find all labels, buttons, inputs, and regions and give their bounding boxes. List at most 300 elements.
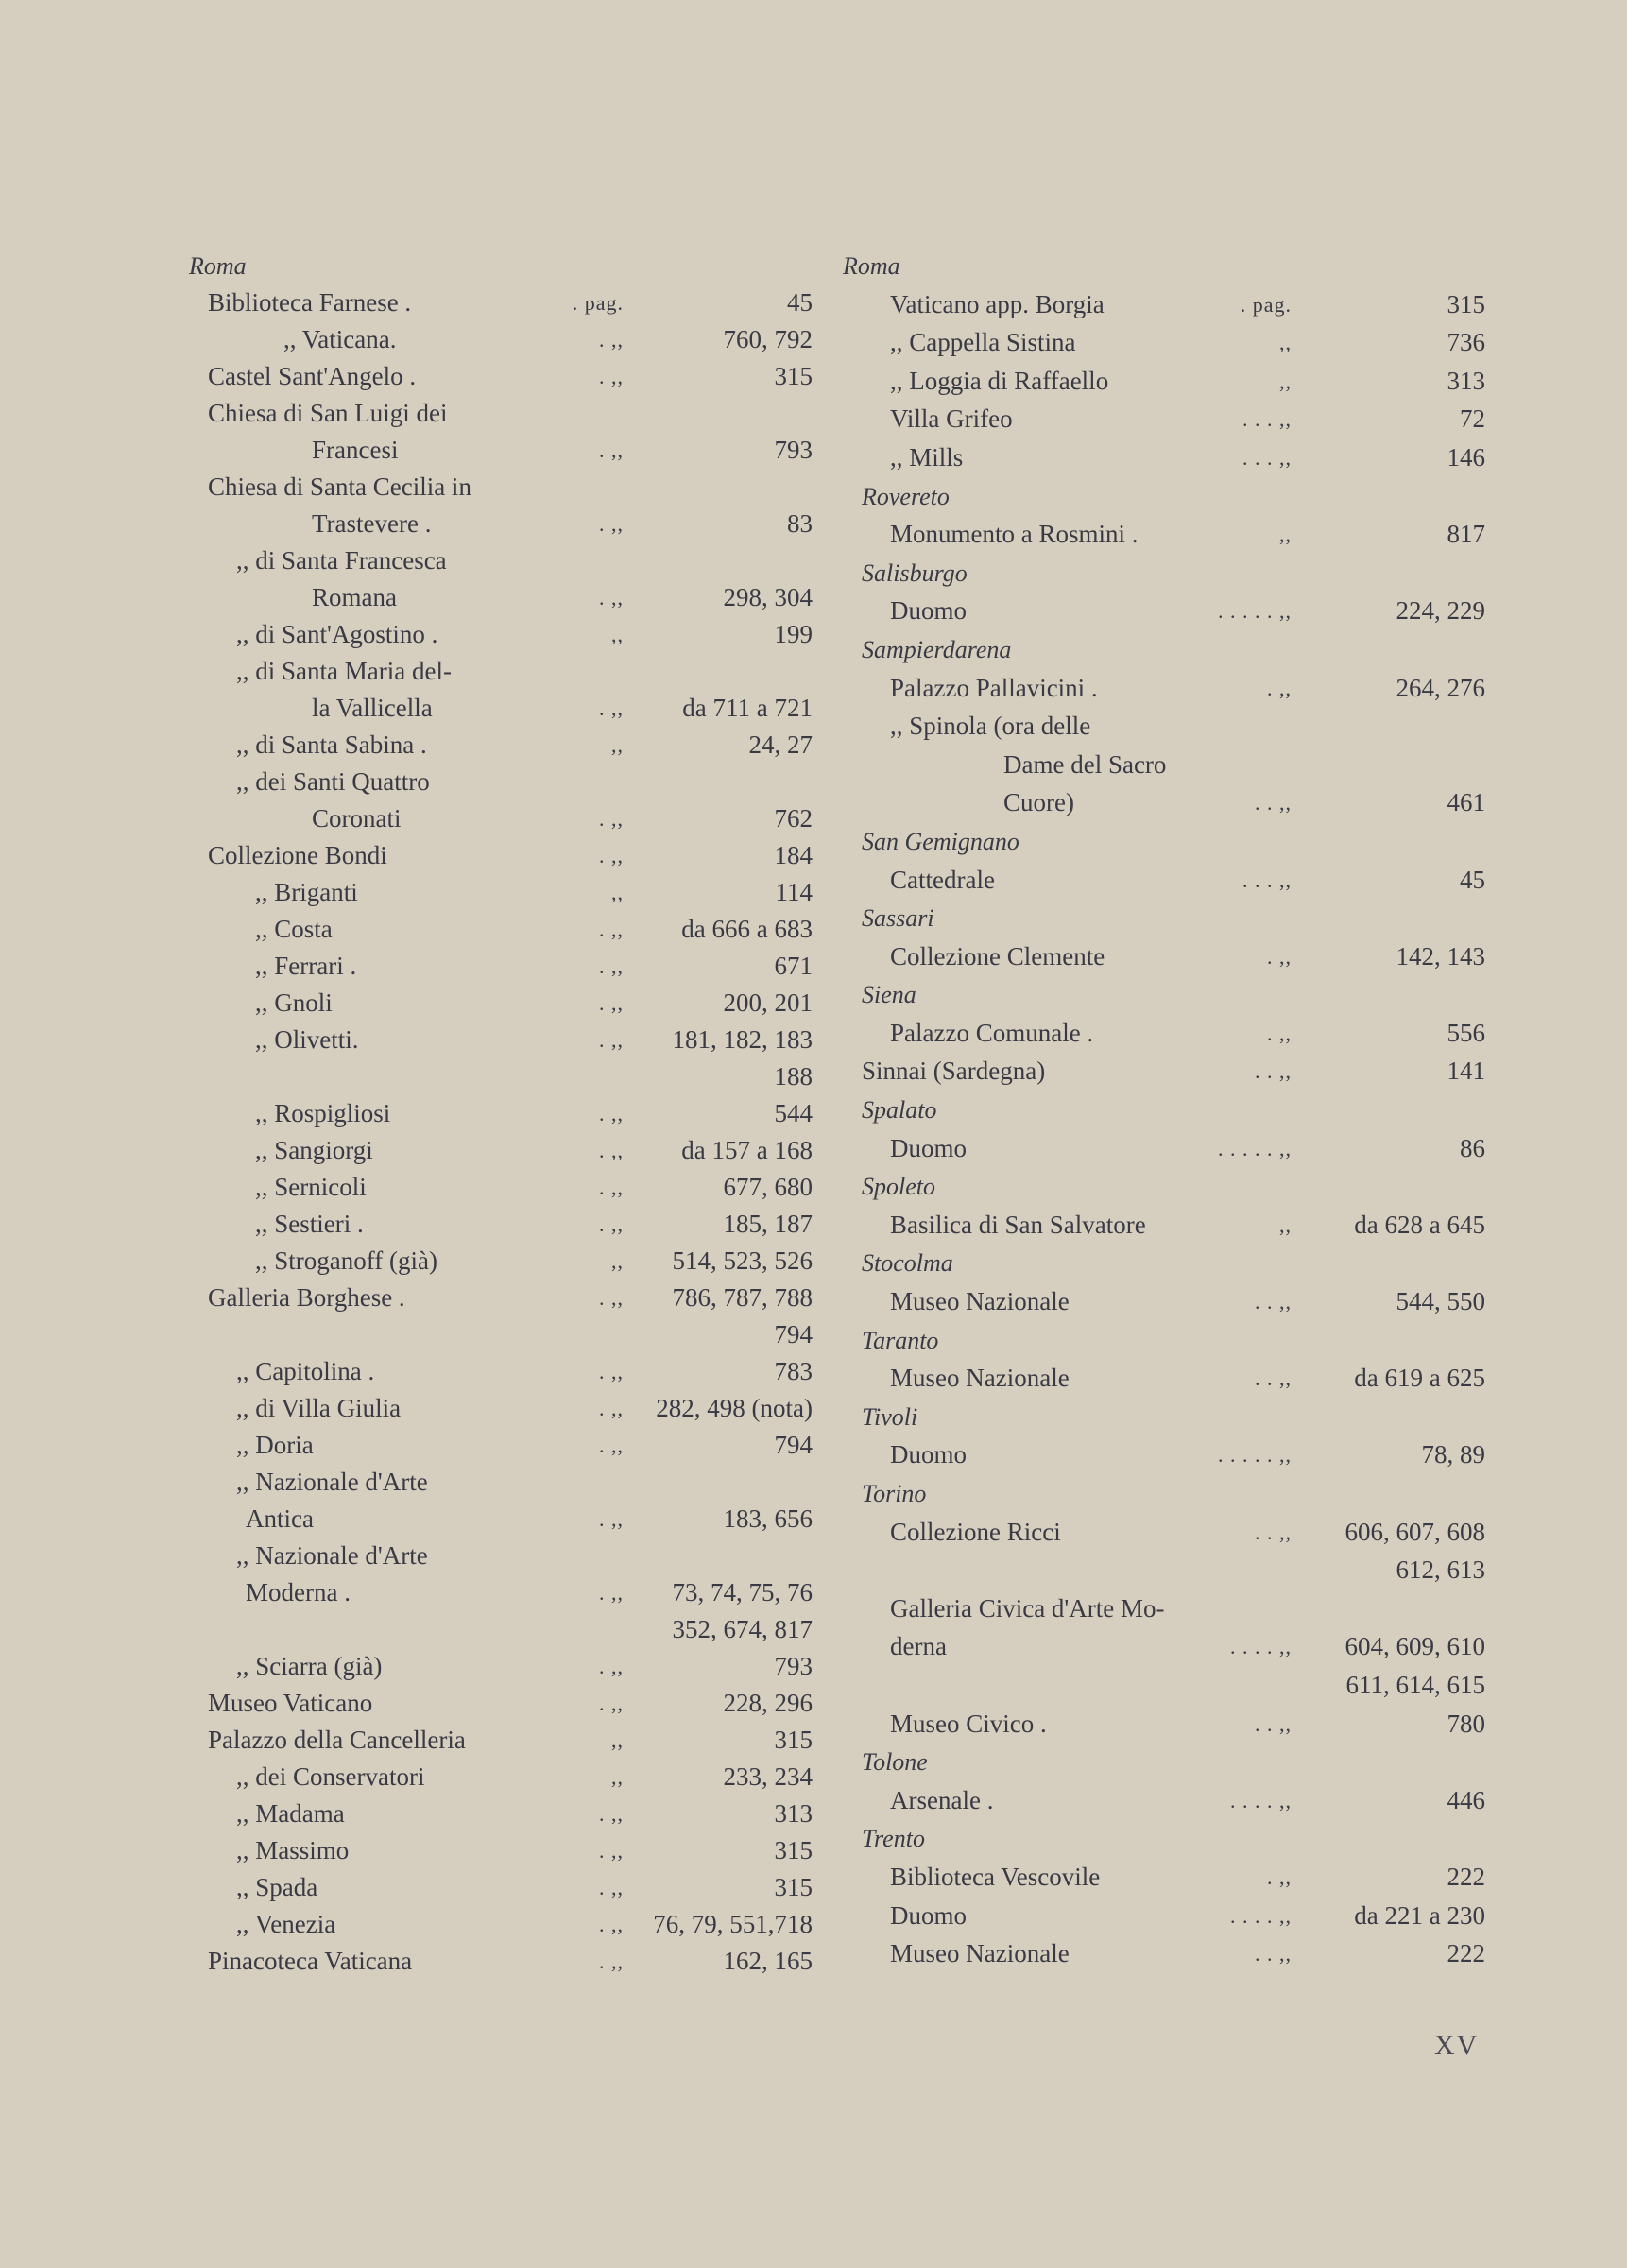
page-reference: 73, 74, 75, 76 xyxy=(672,1578,813,1606)
page-reference: 78, 89 xyxy=(1421,1440,1485,1469)
city-heading xyxy=(862,1091,1485,1130)
page-marker: . ,, xyxy=(599,844,624,868)
city-name: Stocolma xyxy=(862,1249,953,1278)
page-marker: . ,, xyxy=(599,1876,624,1899)
page-marker: ,, xyxy=(1279,523,1292,547)
index-entry xyxy=(862,1283,1485,1322)
entry-label: Francesi xyxy=(312,436,399,464)
index-entry xyxy=(862,516,1485,555)
page-reference: 760, 792 xyxy=(723,325,813,353)
page-marker: . ,, xyxy=(599,1028,624,1052)
index-entry xyxy=(862,938,1485,977)
index-entry xyxy=(208,653,813,690)
index-entry xyxy=(208,432,813,469)
index-entry xyxy=(862,324,1485,363)
index-entry xyxy=(208,284,813,321)
page-reference: 72 xyxy=(1460,404,1485,434)
city-heading xyxy=(862,976,1485,1015)
index-entry xyxy=(208,1906,813,1943)
index-entry xyxy=(208,1316,813,1353)
entry-label: Sinnai (Sardegna) xyxy=(862,1057,1046,1086)
page-reference: 315 xyxy=(774,1836,813,1864)
page-marker: . . ,, xyxy=(1255,1059,1292,1084)
page-marker: ,, xyxy=(611,1765,624,1789)
entry-label: Museo Nazionale xyxy=(890,1939,1070,1968)
page-reference: 184 xyxy=(774,841,813,869)
index-entry xyxy=(208,1206,813,1243)
page-reference: 315 xyxy=(1447,289,1485,318)
index-entry xyxy=(862,862,1485,901)
entry-label: ,, Venezia xyxy=(236,1910,336,1938)
index-entry xyxy=(208,690,813,727)
entry-label: ,, Doria xyxy=(236,1431,314,1459)
page-marker: ,, xyxy=(1279,331,1292,355)
page-reference: 793 xyxy=(774,436,813,464)
page-reference: 313 xyxy=(774,1799,813,1828)
index-entry xyxy=(862,1015,1485,1054)
page-marker: . ,, xyxy=(599,954,624,978)
page-reference: 222 xyxy=(1447,1939,1485,1968)
city-name: Roma xyxy=(189,252,247,280)
page-reference: da 619 a 625 xyxy=(1354,1364,1485,1393)
entry-label: ,, Stroganoff (già) xyxy=(255,1246,437,1275)
page-reference: 794 xyxy=(774,1320,813,1349)
city-name: Rovereto xyxy=(862,482,950,510)
index-entry xyxy=(208,874,813,911)
page-marker: . ,, xyxy=(599,365,624,388)
city-heading xyxy=(843,248,1485,286)
index-entry xyxy=(862,708,1485,747)
index-entry xyxy=(208,1243,813,1280)
entry-label: ,, Nazionale d'Arte xyxy=(236,1541,428,1570)
page-marker: . . ,, xyxy=(1255,791,1292,816)
page-marker: ,, xyxy=(611,881,624,904)
page-marker: ,, xyxy=(611,1728,624,1752)
index-entry xyxy=(208,985,813,1022)
page-marker: . . ,, xyxy=(1255,1366,1292,1391)
page-reference: 315 xyxy=(774,362,813,390)
entry-label: Galleria Civica d'Arte Mo- xyxy=(890,1593,1165,1623)
index-entry xyxy=(208,469,813,506)
page-reference: 264, 276 xyxy=(1396,673,1485,702)
entry-label: Villa Grifeo xyxy=(890,404,1013,434)
page-marker: . ,, xyxy=(599,1655,624,1678)
page-reference: 315 xyxy=(774,1726,813,1754)
page-reference: 183, 656 xyxy=(723,1504,813,1533)
entry-label: ,, dei Santi Quattro xyxy=(236,767,430,796)
page-reference: 222 xyxy=(1447,1862,1485,1891)
entry-label: ,, Gnoli xyxy=(255,988,333,1017)
entry-label: ,, Cappella Sistina xyxy=(890,328,1076,357)
page-reference: 446 xyxy=(1447,1785,1485,1814)
index-entry xyxy=(208,321,813,358)
index-entry xyxy=(208,764,813,800)
city-name: Spalato xyxy=(862,1096,937,1125)
entry-label: Museo Civico . xyxy=(890,1709,1047,1738)
entry-label: ,, Rospigliosi xyxy=(255,1099,391,1127)
page-number: XV xyxy=(1434,2030,1480,2061)
page-marker: . ,, xyxy=(599,1176,624,1199)
city-heading xyxy=(862,1744,1485,1782)
index-entry xyxy=(208,1464,813,1501)
index-entry xyxy=(862,1590,1485,1629)
page-marker: . . ,, xyxy=(1255,1711,1292,1736)
index-entry xyxy=(862,1667,1485,1706)
index-entry xyxy=(862,1360,1485,1399)
index-entry xyxy=(208,1648,813,1685)
index-entry xyxy=(862,1898,1485,1936)
page-reference: 786, 787, 788 xyxy=(672,1283,813,1312)
page-reference: 228, 296 xyxy=(723,1689,813,1717)
entry-label: ,, Sangiorgi xyxy=(255,1136,373,1164)
city-name: Tolone xyxy=(862,1748,928,1777)
page-marker: . ,, xyxy=(599,807,624,831)
page-reference: da 157 a 168 xyxy=(681,1136,813,1164)
index-entry xyxy=(862,784,1485,823)
entry-label: Cattedrale xyxy=(890,865,995,894)
page-marker: . ,, xyxy=(599,328,624,352)
page-marker: . ,, xyxy=(599,1692,624,1715)
city-name: Sassari xyxy=(862,904,934,933)
page-marker: . ,, xyxy=(599,1397,624,1420)
page-marker: . ,, xyxy=(599,918,624,941)
page-reference: 544, 550 xyxy=(1396,1287,1485,1316)
index-entry xyxy=(208,1538,813,1574)
page-marker: . pag. xyxy=(572,291,624,315)
index-entry xyxy=(862,1053,1485,1091)
page-reference: 188 xyxy=(774,1062,813,1091)
page-marker: . ,, xyxy=(599,1839,624,1863)
page-reference: 114 xyxy=(775,878,813,906)
city-name: Salisburgo xyxy=(862,558,968,587)
entry-label: Antica xyxy=(246,1504,314,1533)
entry-label: Museo Vaticano xyxy=(208,1689,373,1717)
entry-label: Pinacoteca Vaticana xyxy=(208,1947,413,1975)
index-entry xyxy=(208,1132,813,1169)
page-marker: . ,, xyxy=(599,696,624,720)
city-name: Roma xyxy=(843,252,900,280)
index-entry xyxy=(862,593,1485,631)
page-marker: ,, xyxy=(611,733,624,757)
index-entry xyxy=(208,1501,813,1538)
city-name: San Gemignano xyxy=(862,827,1019,855)
page-marker: . . . . . ,, xyxy=(1218,599,1292,624)
page-marker: . ,, xyxy=(599,586,624,610)
page-reference: da 221 a 230 xyxy=(1354,1900,1485,1930)
index-entry xyxy=(862,670,1485,709)
page-reference: 677, 680 xyxy=(723,1173,813,1201)
entry-label: ,, Capitolina . xyxy=(236,1357,375,1385)
index-entry xyxy=(862,1552,1485,1590)
page-reference: 612, 613 xyxy=(1396,1555,1485,1585)
page-reference: 783 xyxy=(774,1357,813,1385)
page-marker: . ,, xyxy=(599,1581,624,1605)
page-marker: . . . . ,, xyxy=(1230,1903,1292,1928)
index-entry xyxy=(208,1796,813,1832)
page-reference: 817 xyxy=(1447,520,1485,549)
entry-label: Chiesa di Santa Cecilia in xyxy=(208,472,471,501)
page-reference: 86 xyxy=(1460,1133,1485,1162)
page-marker: . ,, xyxy=(599,1102,624,1125)
city-heading xyxy=(862,1245,1485,1283)
entry-label: Palazzo Comunale . xyxy=(890,1018,1094,1047)
page-marker: ,, xyxy=(611,1249,624,1273)
page-marker: . . . . ,, xyxy=(1230,1635,1292,1659)
entry-label: Museo Nazionale xyxy=(890,1364,1070,1393)
index-entry xyxy=(208,1095,813,1132)
page-reference: 199 xyxy=(774,620,813,648)
page-marker: . ,, xyxy=(1267,1021,1292,1045)
index-entry xyxy=(208,800,813,837)
entry-label: Cuore) xyxy=(1003,788,1074,817)
entry-label: ,, Sestieri . xyxy=(255,1210,364,1238)
index-entry xyxy=(208,1722,813,1759)
entry-label: Vaticano app. Borgia xyxy=(890,289,1105,318)
index-entry xyxy=(208,1169,813,1206)
entry-label: ,, di Santa Sabina . xyxy=(236,730,427,759)
entry-label: ,, Nazionale d'Arte xyxy=(236,1468,428,1496)
index-entry xyxy=(208,1574,813,1611)
index-entry xyxy=(862,363,1485,402)
entry-label: Trastevere . xyxy=(312,509,432,538)
index-entry xyxy=(862,401,1485,439)
index-entry xyxy=(208,1280,813,1316)
entry-label: ,, di Santa Francesca xyxy=(236,546,447,575)
page-marker: . ,, xyxy=(1267,1864,1292,1889)
entry-label: Duomo xyxy=(890,1440,967,1469)
page-marker: . ,, xyxy=(599,1139,624,1162)
page-reference: 45 xyxy=(787,288,813,317)
entry-label: Monumento a Rosmini . xyxy=(890,520,1139,549)
entry-label: Dame del Sacro xyxy=(1003,749,1167,779)
page-reference: 142, 143 xyxy=(1396,941,1485,971)
index-entry xyxy=(862,286,1485,325)
page-marker: . . . . ,, xyxy=(1230,1788,1292,1813)
page-reference: 762 xyxy=(774,804,813,833)
index-entry xyxy=(208,837,813,874)
city-heading xyxy=(862,1475,1485,1514)
index-entry xyxy=(862,1859,1485,1898)
index-entry xyxy=(862,1935,1485,1974)
entry-label: Collezione Ricci xyxy=(890,1517,1061,1546)
page-marker: ,, xyxy=(1279,1212,1292,1237)
entry-label: Castel Sant'Angelo . xyxy=(208,362,417,390)
page-reference: 24, 27 xyxy=(748,730,813,759)
entry-label: ,, di Santa Maria del- xyxy=(236,657,452,685)
city-name: Taranto xyxy=(862,1326,939,1354)
city-heading xyxy=(862,478,1485,517)
page-reference: da 628 a 645 xyxy=(1354,1210,1485,1239)
page-reference: 793 xyxy=(774,1652,813,1680)
page-marker: . ,, xyxy=(1267,676,1292,700)
page-reference: 185, 187 xyxy=(723,1210,813,1238)
page-reference: 544 xyxy=(774,1099,813,1127)
page-marker: ,, xyxy=(1279,369,1292,393)
page-marker: . . . . . ,, xyxy=(1218,1443,1292,1468)
index-entry xyxy=(208,1427,813,1464)
city-heading xyxy=(862,1820,1485,1859)
index-entry xyxy=(208,579,813,616)
page-marker: . ,, xyxy=(599,1507,624,1531)
entry-label: ,, Massimo xyxy=(236,1836,350,1864)
page-marker: . . ,, xyxy=(1255,1290,1292,1314)
page-marker: . . . ,, xyxy=(1242,407,1292,432)
entry-label: Palazzo della Cancelleria xyxy=(208,1726,466,1754)
index-entry xyxy=(862,1782,1485,1821)
entry-label: ,, Mills xyxy=(890,442,964,472)
page-reference: da 666 a 683 xyxy=(681,915,813,943)
page-reference: 556 xyxy=(1447,1018,1485,1047)
index-entry xyxy=(862,1706,1485,1744)
city-heading xyxy=(862,631,1485,670)
page-reference: 76, 79, 551,718 xyxy=(653,1910,813,1938)
entry-label: ,, Ferrari . xyxy=(255,952,357,980)
index-entry xyxy=(208,1869,813,1906)
entry-label: ,, Madama xyxy=(236,1799,345,1828)
index-entry xyxy=(862,1628,1485,1667)
entry-label: derna xyxy=(890,1632,947,1661)
index-entry xyxy=(862,1436,1485,1475)
entry-label: ,, Costa xyxy=(255,915,333,943)
left-column xyxy=(189,248,813,1980)
page-marker: . ,, xyxy=(599,512,624,536)
page-reference: 200, 201 xyxy=(723,988,813,1017)
index-entry xyxy=(208,1832,813,1869)
index-entry xyxy=(208,1022,813,1058)
entry-label: ,, di Villa Giulia xyxy=(236,1394,402,1422)
entry-label: ,, dei Conservatori xyxy=(236,1762,425,1791)
entry-label: ,, Sciarra (già) xyxy=(236,1652,383,1680)
index-entry xyxy=(862,1207,1485,1246)
entry-label: Duomo xyxy=(890,1133,967,1162)
entry-label: Galleria Borghese . xyxy=(208,1283,405,1312)
city-heading xyxy=(862,900,1485,938)
city-name: Tivoli xyxy=(862,1402,918,1431)
page-marker: . ,, xyxy=(599,1950,624,1973)
index-entry xyxy=(208,1611,813,1648)
entry-label: ,, di Sant'Agostino . xyxy=(236,620,438,648)
page-reference: 313 xyxy=(1447,366,1485,395)
index-entry xyxy=(208,1685,813,1722)
page-reference: 146 xyxy=(1447,442,1485,472)
entry-label: Basilica di San Salvatore xyxy=(890,1210,1146,1239)
city-name: Sampierdarena xyxy=(862,635,1012,663)
city-name: Siena xyxy=(862,981,916,1009)
page-marker: . ,, xyxy=(599,1212,624,1236)
city-name: Torino xyxy=(862,1480,927,1507)
entry-label: ,, Briganti xyxy=(255,878,358,906)
entry-label: Romana xyxy=(312,583,397,611)
page-marker: . ,, xyxy=(599,1286,624,1310)
page-reference: 181, 182, 183 xyxy=(672,1025,813,1054)
entry-label: Collezione Bondi xyxy=(208,841,387,869)
entry-label: ,, Loggia di Raffaello xyxy=(890,366,1109,395)
entry-label: Biblioteca Farnese . xyxy=(208,288,412,317)
page-marker: . ,, xyxy=(599,1913,624,1936)
page-marker: . ,, xyxy=(1267,944,1292,969)
city-heading xyxy=(862,1168,1485,1207)
index-entry xyxy=(208,727,813,764)
page-marker: . . . ,, xyxy=(1242,445,1292,470)
page-marker: . . . . . ,, xyxy=(1218,1136,1292,1160)
page-reference: 671 xyxy=(774,952,813,980)
entry-label: ,, Spinola (ora delle xyxy=(890,712,1091,741)
page-marker: . ,, xyxy=(599,1360,624,1383)
index-entry xyxy=(208,358,813,395)
entry-label: Arsenale . xyxy=(890,1785,994,1814)
entry-label: Duomo xyxy=(890,1900,967,1930)
page-reference: 604, 609, 610 xyxy=(1344,1632,1485,1661)
page-reference: 224, 229 xyxy=(1396,596,1485,626)
index-entry xyxy=(208,948,813,985)
page-reference: 611, 614, 615 xyxy=(1345,1670,1485,1699)
page-marker: . ,, xyxy=(599,1434,624,1457)
index-entry xyxy=(208,506,813,542)
page-reference: 298, 304 xyxy=(723,583,813,611)
page-reference: 736 xyxy=(1447,328,1485,357)
entry-label: Chiesa di San Luigi dei xyxy=(208,399,448,427)
city-heading xyxy=(189,248,813,284)
city-name: Spoleto xyxy=(862,1173,935,1201)
entry-label: Collezione Clemente xyxy=(890,941,1105,971)
entry-label: Museo Nazionale xyxy=(890,1287,1070,1316)
entry-label: Coronati xyxy=(312,804,402,833)
page-reference: 141 xyxy=(1447,1057,1485,1086)
page-reference: 233, 234 xyxy=(723,1762,813,1791)
index-entry xyxy=(862,439,1485,478)
entry-label: ,, Olivetti. xyxy=(255,1025,359,1054)
page-marker: . ,, xyxy=(599,438,624,462)
entry-label: Palazzo Pallavicini . xyxy=(890,673,1098,702)
entry-label: ,, Vaticana. xyxy=(283,325,397,353)
index-entry xyxy=(208,1058,813,1095)
index-entry xyxy=(208,1943,813,1980)
page-reference: 45 xyxy=(1460,865,1485,894)
page-reference: 606, 607, 608 xyxy=(1344,1517,1485,1546)
index-entry xyxy=(208,911,813,948)
index-entry xyxy=(862,1514,1485,1553)
index-entry xyxy=(208,1390,813,1427)
page-reference: 162, 165 xyxy=(723,1947,813,1975)
page-marker: . . ,, xyxy=(1255,1520,1292,1544)
city-heading xyxy=(862,555,1485,593)
index-entry xyxy=(208,395,813,432)
entry-label: ,, Sernicoli xyxy=(255,1173,367,1201)
index-entry xyxy=(208,1353,813,1390)
page-reference: 780 xyxy=(1447,1709,1485,1738)
page-marker: . ,, xyxy=(599,1802,624,1826)
index-entry xyxy=(862,1130,1485,1169)
city-heading xyxy=(862,823,1485,862)
index-entry xyxy=(208,616,813,653)
index-entry xyxy=(208,542,813,579)
city-name: Trento xyxy=(862,1825,925,1853)
city-heading xyxy=(862,1399,1485,1437)
page-reference: 315 xyxy=(774,1873,813,1901)
page-reference: 83 xyxy=(787,509,813,538)
page-reference: da 711 a 721 xyxy=(682,694,813,722)
page-reference: 282, 498 (nota) xyxy=(656,1394,813,1422)
page-reference: 461 xyxy=(1447,788,1485,817)
page-reference: 794 xyxy=(774,1431,813,1459)
index-entry xyxy=(208,1759,813,1796)
page-reference: 514, 523, 526 xyxy=(672,1246,813,1275)
entry-label: Moderna . xyxy=(246,1578,351,1606)
page-marker: . . . ,, xyxy=(1242,868,1292,892)
city-heading xyxy=(862,1322,1485,1361)
page-reference: 352, 674, 817 xyxy=(672,1615,813,1643)
page-marker: . pag. xyxy=(1240,292,1292,317)
